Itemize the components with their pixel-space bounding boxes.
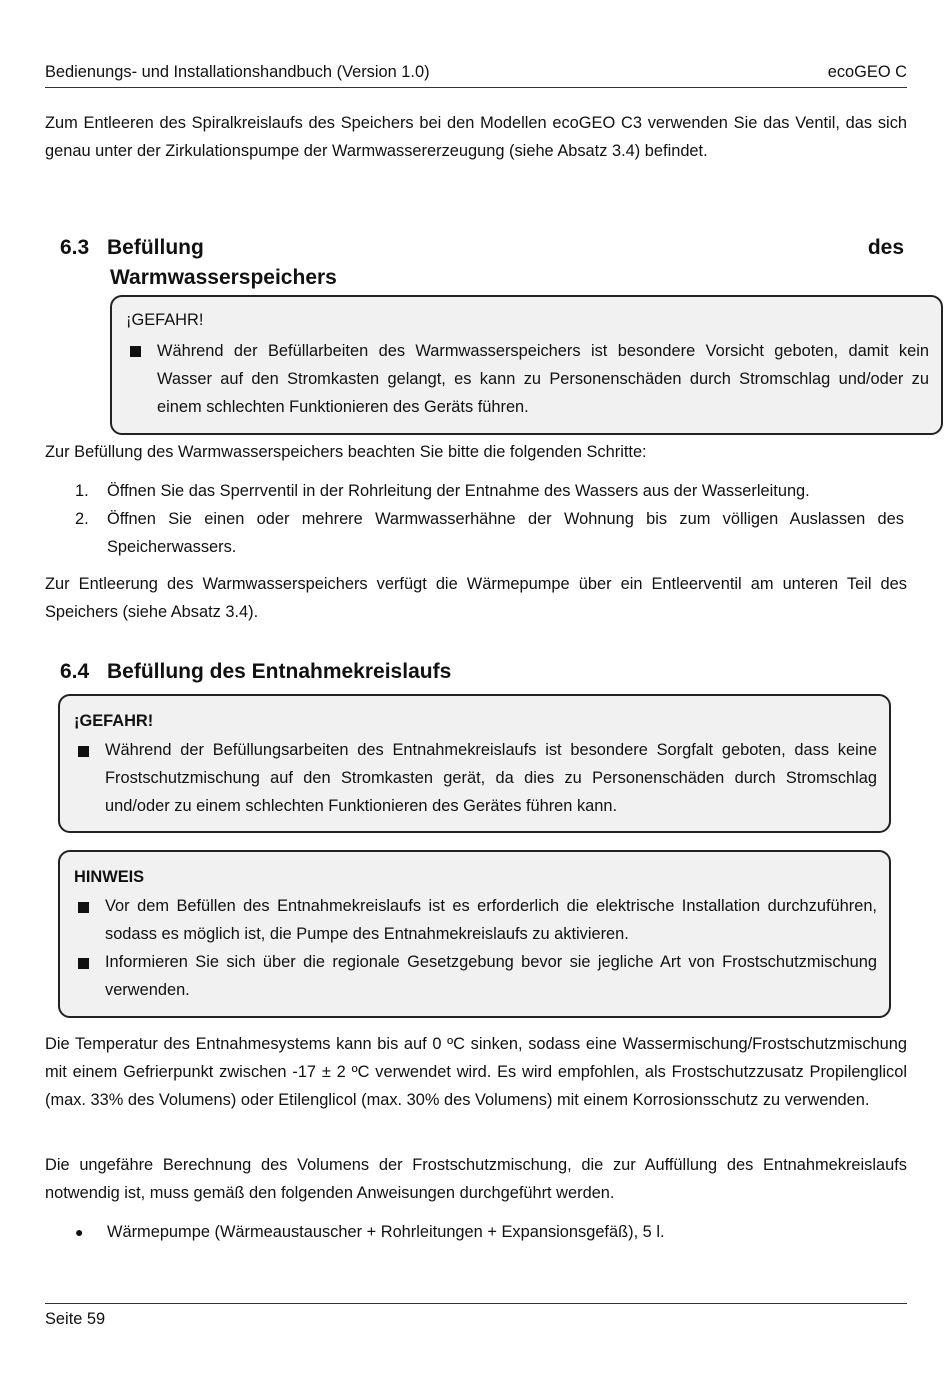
bullet-text: Wärmepumpe (Wärmeaustauscher + Rohrleitungen + Expansionsgefäß), 5 l. [107, 1223, 665, 1241]
step-number: 2. [75, 510, 89, 528]
danger-box-title: ¡GEFAHR! [74, 712, 154, 730]
steps-intro: Zur Befüllung des Warmwasserspeichers beachten Sie bitte die folgenden Schritte: [45, 443, 647, 461]
section-6-3-title-part1: Befüllung [107, 236, 204, 259]
square-bullet-icon [130, 346, 141, 357]
section-6-3-title-line2: Warmwasserspeichers [110, 266, 337, 289]
header-document-title: Bedienungs- und Installationshandbuch (Version 1.0) [45, 63, 430, 81]
page-number: Seite 59 [45, 1310, 106, 1328]
list-item [75, 505, 907, 561]
list-item [75, 477, 907, 505]
intro-paragraph: Zum Entleeren des Spiralkreislaufs des Speichers bei den Modellen ecoGEO C3 verwenden Sie das Ventil, das sich genau unter der Zirkulationspumpe der Warmwassererzeugung (siehe Absatz 3.4) befindet. [45, 114, 907, 160]
section-6-4-title: Befüllung des Entnahmekreislaufs [107, 660, 452, 683]
note-box-text-1: Vor dem Befüllen des Entnahmekreislaufs ist es erforderlich die elektrische Installation durchzuführen, sodass es möglich ist, die Pumpe des Entnahmekreislaufs zu aktivieren. [105, 897, 877, 943]
note-box [58, 850, 891, 1018]
danger-box-hot-water [110, 295, 943, 435]
steps-list [75, 477, 907, 561]
header-product-name: ecoGEO C [827, 63, 907, 81]
danger-box-text: Während der Befüllungsarbeiten des Entnahmekreislaufs ist besondere Sorgfalt geboten, dass keine Frostschutzmischung auf den Stromkasten gerät, da dies zu Personenschäden durch Stromschlag und/oder zu einem schlechten Funktionieren des Gerätes führen kann. [105, 741, 877, 815]
step-text: Öffnen Sie einen oder mehrere Warmwasserhähne der Wohnung bis zum völligen Auslassen des Speicherwassers. [107, 510, 904, 556]
note-box-title: HINWEIS [74, 868, 145, 886]
drain-paragraph: Zur Entleerung des Warmwasserspeichers verfügt die Wärmepumpe über ein Entleerventil am unteren Teil des Speichers (siehe Absatz 3.4). [45, 575, 907, 621]
square-bullet-icon [78, 958, 89, 969]
danger-box-title: ¡GEFAHR! [126, 311, 204, 329]
square-bullet-icon [78, 746, 89, 757]
danger-box-text: Während der Befüllarbeiten des Warmwasserspeichers ist besondere Vorsicht geboten, damit kein Wasser auf den Stromkasten gelangt, es kann zu Personenschäden durch Stromschlag und/oder zu einem schlechten Funktionieren des Geräts führen. [157, 342, 929, 416]
page-header [45, 63, 907, 88]
danger-box-extraction-circuit [58, 694, 891, 833]
list-item [75, 1218, 907, 1246]
section-6-3-number: 6.3 [60, 236, 90, 259]
step-number: 1. [75, 482, 89, 500]
note-box-text-2: Informieren Sie sich über die regionale Gesetzgebung bevor sie jegliche Art von Frostschutzmischung verwenden. [105, 953, 877, 999]
page-footer [45, 1303, 907, 1328]
volume-paragraph: Die ungefähre Berechnung des Volumens der Frostschutzmischung, die zur Auffüllung des Entnahmekreislaufs notwendig ist, muss gemäß den folgenden Anweisungen durchgeführt werden. [45, 1156, 907, 1202]
section-6-3-title-part2: des [867, 236, 904, 259]
square-bullet-icon [78, 902, 89, 913]
step-text: Öffnen Sie das Sperrventil in der Rohrleitung der Entnahme des Wassers aus der Wasserleitung. [107, 482, 810, 500]
temperature-paragraph: Die Temperatur des Entnahmesystems kann bis auf 0 ºC sinken, sodass eine Wassermischung/Frostschutzmischung mit einem Gefrierpunkt zwischen -17 ± 2 ºC verwendet wird. Es wird empfohlen, als Frostschutzzusatz Propilenglicol (max. 33% des Volumens) oder Etilenglicol (max. 30% des Volumens) mit einem Korrosionsschutz zu verwenden. [45, 1035, 907, 1109]
section-6-4-number: 6.4 [60, 660, 90, 683]
round-bullet-icon: ● [75, 1224, 84, 1240]
